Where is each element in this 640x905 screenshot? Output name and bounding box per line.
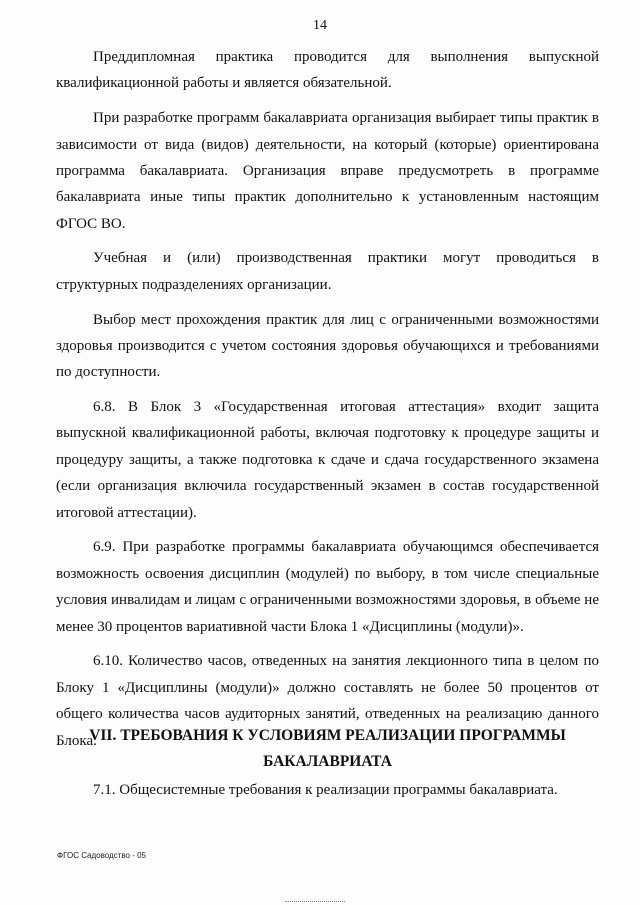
scan-mark bbox=[285, 901, 345, 904]
paragraph-prediploma-practice: Преддипломная практика проводится для выполнения выпускной квалификационной работы и является обязательной. bbox=[56, 49, 599, 92]
page-number: 14 bbox=[313, 18, 327, 33]
paragraph-practice-types: При разработке программ бакалавриата организация выбирает типы практик в зависимости от вида (видов) деятельности, на который (которые) ориентирована программа бакалавриата. Организация вправе предусмотреть в программе бакалавриата иные типы практик дополнительно к установленным настоящим ФГОС ВО. bbox=[56, 110, 599, 232]
subsection-7-1: 7.1. Общесистемные требования к реализации программы бакалавриата. bbox=[93, 782, 558, 798]
footer-label: ФГОС Садоводство - 05 bbox=[57, 851, 147, 860]
paragraph-6-8: 6.8. В Блок 3 «Государственная итоговая аттестация» входит защита выпускной квалификационной работы, включая подготовку к процедуре защиты и процедуру защиты, а также подготовка к сдаче и сдача государственного экзамена (если организация включила государственный экзамен в состав государственной итоговой аттестации). bbox=[56, 399, 599, 521]
section-title-line2: БАКАЛАВРИАТА bbox=[263, 753, 392, 770]
paragraph-6-10: 6.10. Количество часов, отведенных на занятия лекционного типа в целом по Блоку 1 «Дисциплины (модули)» должно составлять не более 50 процентов от общего количества часов аудиторных занятий, отведенных на реализацию данного Блока. bbox=[56, 653, 599, 749]
paragraph-disability-practice: Выбор мест прохождения практик для лиц с ограниченными возможностями здоровья производится с учетом состояния здоровья обучающихся и требованиями по доступности. bbox=[56, 311, 599, 381]
section-title-line1: VII. ТРЕБОВАНИЯ К УСЛОВИЯМ РЕАЛИЗАЦИИ ПРОГРАММЫ bbox=[89, 727, 566, 744]
paragraph-6-9: 6.9. При разработке программы бакалавриата обучающимся обеспечивается возможность освоения дисциплин (модулей) по выбору, в том числе специальные условия инвалидам и лицам с ограниченными возможностями здоровья, в объеме не менее 30 процентов вариативной части Блока 1 «Дисциплины (модули)». bbox=[56, 539, 599, 635]
paragraph-practice-location: Учебная и (или) производственная практики могут проводиться в структурных подразделениях организации. bbox=[56, 250, 599, 293]
body-text bbox=[56, 44, 599, 762]
